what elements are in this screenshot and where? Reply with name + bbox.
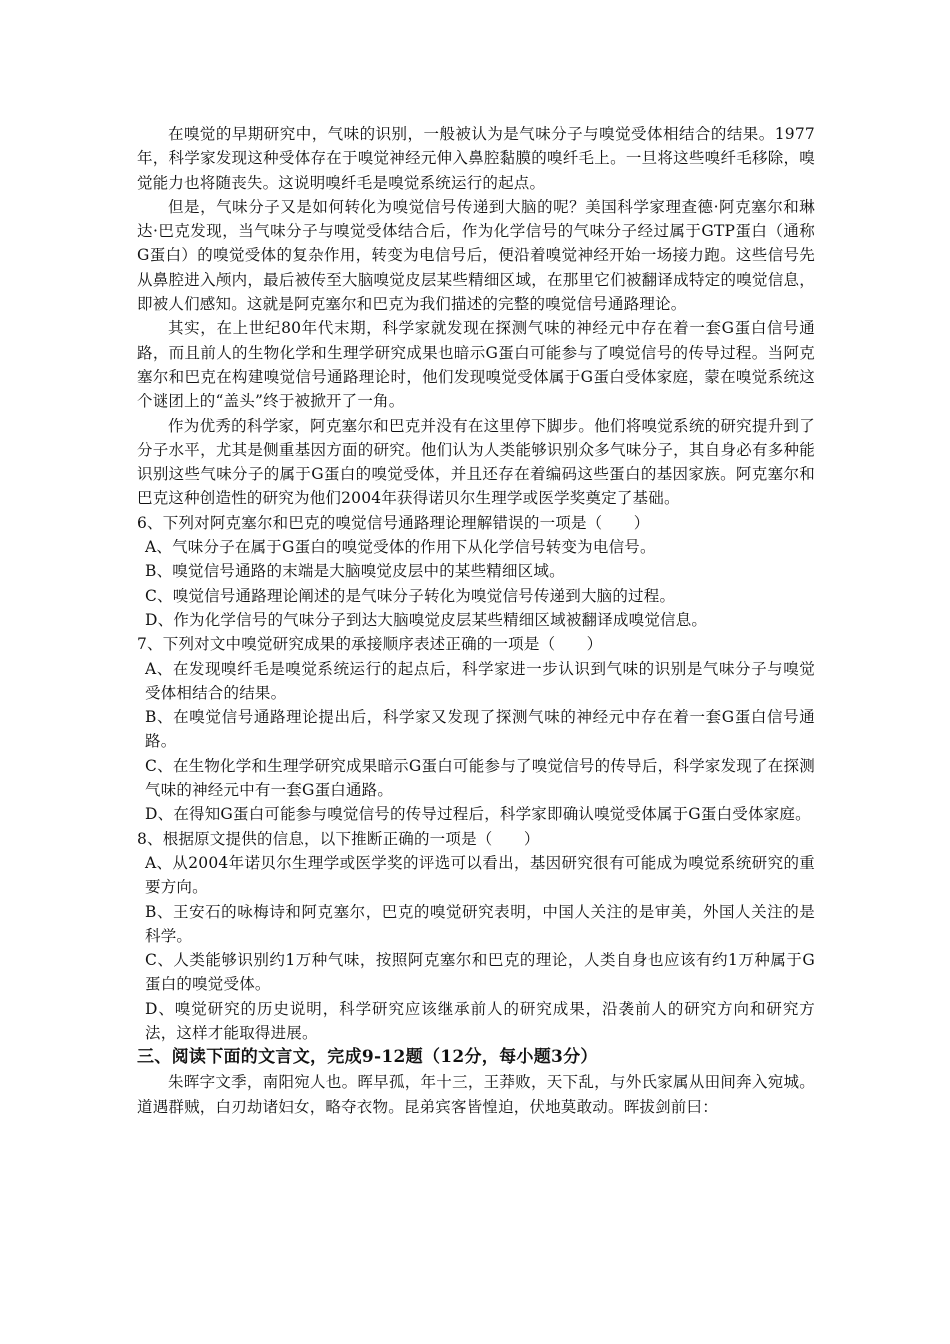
document-page bbox=[137, 122, 815, 1119]
option-c: C、嗅觉信号通路理论阐述的是气味分子转化为嗅觉信号传递到大脑的过程。 bbox=[145, 586, 676, 605]
passage-paragraph: 作为优秀的科学家，阿克塞尔和巴克并没有在这里停下脚步。他们将嗅觉系统的研究提升到了分子水平，尤其是侧重基因方面的研究。他们认为人类能够识别众多气味分子，其自身必有多种能识别这些气味分子的属于G蛋白的嗅觉受体，并且还存在着编码这些蛋白的基因家族。阿克塞尔和巴克这种创造性的研究为他们2004年获得诺贝尔生理学或医学奖奠定了基础。 bbox=[137, 416, 815, 508]
classical-text-paragraph: 朱晖字文季，南阳宛人也。晖早孤，年十三，王莽败，天下乱，与外氏家属从田间奔入宛城。道遇群贼，白刃劫诸妇女，略夺衣物。昆弟宾客皆惶迫，伏地莫敢动。晖拔剑前曰： bbox=[137, 1073, 815, 1116]
option-a: A、气味分子在属于G蛋白的嗅觉受体的作用下从化学信号转变为电信号。 bbox=[145, 538, 656, 557]
section-3 bbox=[137, 1045, 815, 1119]
passage-paragraph: 其实，在上世纪80年代末期，科学家就发现在探测气味的神经元中存在着一套G蛋白信号通路，而且前人的生物化学和生理学研究成果也暗示G蛋白可能参与了嗅觉信号的传导过程。当阿克塞尔和巴克在构建嗅觉信号通路理论时，他们发现嗅觉受体属于G蛋白受体家庭，蒙在嗅觉系统这个谜团上的“盖头”终于被掀开了一角。 bbox=[137, 319, 815, 411]
option-d: D、作为化学信号的气味分子到达大脑嗅觉皮层某些精细区域被翻译成嗅觉信息。 bbox=[145, 610, 708, 629]
option-a: A、从2004年诺贝尔生理学或医学奖的评选可以看出，基因研究很有可能成为嗅觉系统研究的重要方向。 bbox=[145, 853, 815, 897]
question-8 bbox=[137, 827, 815, 1046]
section-title: 三、阅读下面的文言文，完成9-12题（12分，每小题3分） bbox=[137, 1047, 598, 1068]
option-c: C、在生物化学和生理学研究成果暗示G蛋白可能参与了嗅觉信号的传导后，科学家发现了在探测气味的神经元中有一套G蛋白通路。 bbox=[145, 756, 815, 800]
option-d: D、嗅觉研究的历史说明，科学研究应该继承前人的研究成果，沿袭前人的研究方向和研究方法，这样才能取得进展。 bbox=[145, 999, 815, 1042]
option-b: B、嗅觉信号通路的末端是大脑嗅觉皮层中的某些精细区域。 bbox=[145, 562, 565, 581]
question-stem: 7、下列对文中嗅觉研究成果的承接顺序表述正确的一项是（ ） bbox=[137, 635, 603, 654]
option-b: B、在嗅觉信号通路理论提出后，科学家又发现了探测气味的神经元中存在着一套G蛋白信号通路。 bbox=[145, 708, 815, 751]
reading-passage bbox=[137, 122, 815, 511]
question-6 bbox=[137, 511, 815, 632]
question-7 bbox=[137, 632, 815, 826]
option-d: D、在得知G蛋白可能参与嗅觉信号的传导过程后，科学家即确认嗅觉受体属于G蛋白受体家庭。 bbox=[145, 805, 811, 824]
passage-paragraph: 在嗅觉的早期研究中，气味的识别，一般被认为是气味分子与嗅觉受体相结合的结果。1977年，科学家发现这种受体存在于嗅觉神经元伸入鼻腔黏膜的嗅纤毛上。一旦将这些嗅纤毛移除，嗅觉能力也将随丧失。这说明嗅纤毛是嗅觉系统运行的起点。 bbox=[137, 125, 815, 192]
option-c: C、人类能够识别约1万种气味，按照阿克塞尔和巴克的理论，人类自身也应该有约1万种属于G蛋白的嗅觉受体。 bbox=[145, 951, 815, 994]
option-b: B、王安石的咏梅诗和阿克塞尔，巴克的嗅觉研究表明，中国人关注的是审美，外国人关注的是科学。 bbox=[145, 902, 815, 945]
passage-paragraph: 但是，气味分子又是如何转化为嗅觉信号传递到大脑的呢？美国科学家理查德·阿克塞尔和琳达·巴克发现，当气味分子与嗅觉受体结合后，作为化学信号的气味分子经过属于GTP蛋白（通称G蛋白）的嗅觉受体的复杂作用，转变为电信号后，便沿着嗅觉神经开始一场接力跑。这些信号先从鼻腔进入颅内，最后被传至大脑嗅觉皮层某些精细区域，在那里它们被翻译成特定的嗅觉信息，即被人们感知。这就是阿克塞尔和巴克为我们描述的完整的嗅觉信号通路理论。 bbox=[137, 197, 815, 314]
option-a: A、在发现嗅纤毛是嗅觉系统运行的起点后，科学家进一步认识到气味的识别是气味分子与嗅觉受体相结合的结果。 bbox=[145, 659, 815, 702]
question-stem: 8、根据原文提供的信息，以下推断正确的一项是（ ） bbox=[137, 829, 540, 848]
question-stem: 6、下列对阿克塞尔和巴克的嗅觉信号通路理论理解错误的一项是（ ） bbox=[137, 513, 650, 532]
